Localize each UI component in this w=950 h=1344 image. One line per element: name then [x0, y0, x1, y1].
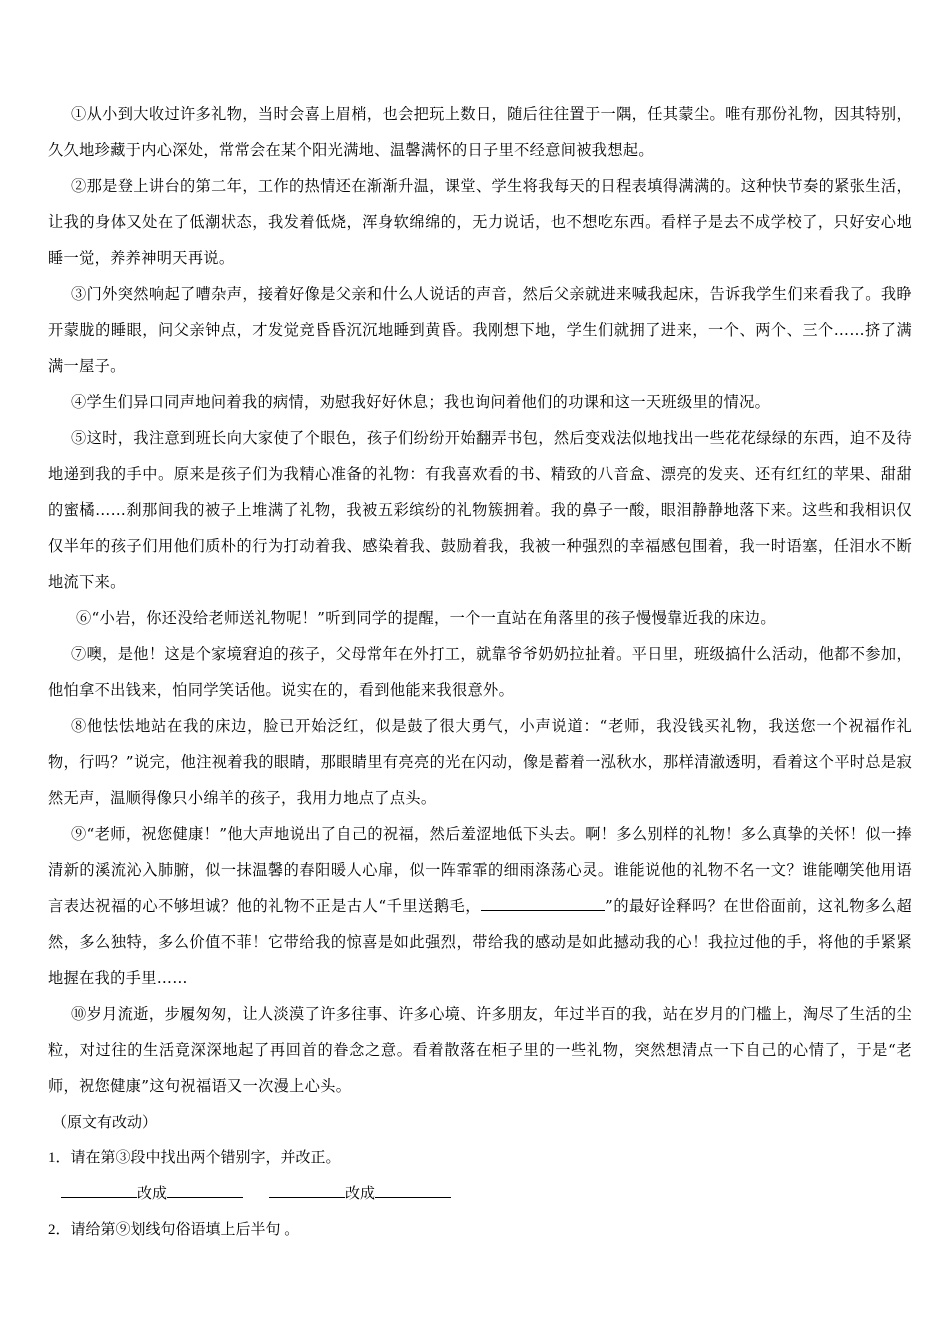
paragraph-10: ⑩岁月流逝，步履匆匆，让人淡漠了许多往事、许多心境、许多朋友，年过半百的我，站在岁月的门槛上，淘尽了生活的尘粒，对过往的生活竟深深地起了再回首的眷念之意。看着散落在柜子里的一些礼物，突然想清点一下自己的心情了，于是“老师，祝您健康”这句祝福语又一次漫上心头。: [48, 1005, 912, 1095]
correct-char-blank-1[interactable]: [167, 1183, 243, 1198]
question-1: 1．请在第③段中找出两个错别字，并改正。: [48, 1150, 341, 1166]
paragraph-5: ⑤这时，我注意到班长向大家使了个眼色，孩子们纷纷开始翻弄书包，然后变戏法似地找出一些花花绿绿的东西，迫不及待地递到我的手中。原来是孩子们为我精心准备的礼物：有我喜欢看的书、精致的八音盒、漂亮的发夹、还有红红的苹果、甜甜的蜜橘……刹那间我的被子上堆满了礼物，我被五彩缤纷的礼物簇拥着。我的鼻子一酸，眼泪静静地落下来。这些和我相识仅仅半年的孩子们用他们质朴的行为打动着我、感染着我、鼓励着我，我被一种强烈的幸福感包围着，我一时语塞，任泪水不断地流下来。: [48, 429, 912, 591]
source-note: （原文有改动）: [52, 1113, 158, 1131]
paragraph-7: ⑦噢，是他！这是个家境窘迫的孩子，父母常年在外打工，就靠爷爷奶奶拉扯着。平日里，班级搞什么活动，他都不参加，他怕拿不出钱来，怕同学笑话他。说实在的，看到他能来我很意外。: [48, 645, 912, 699]
paragraph-3: ③门外突然响起了嘈杂声，接着好像是父亲和什么人说话的声音，然后父亲就进来喊我起床，告诉我学生们来看我了。我睁开蒙胧的睡眼，问父亲钟点，才发觉竞昏昏沉沉地睡到黄昏。我刚想下地，学生们就拥了进来，一个、两个、三个……挤了满满一屋子。: [48, 285, 912, 375]
correction-label-1: 改成: [137, 1186, 168, 1202]
paragraph-1: ①从小到大收过许多礼物，当时会喜上眉梢，也会把玩上数日，随后往往置于一隅，任其蒙尘。唯有那份礼物，因其特别，久久地珍藏于内心深处，常常会在某个阳光满地、温馨满怀的日子里不经意间被我想起。: [48, 105, 912, 159]
question-1-answer-line: [48, 1176, 912, 1212]
correction-label-2: 改成: [345, 1186, 376, 1202]
correct-char-blank-2[interactable]: [375, 1183, 451, 1198]
wrong-char-blank-2[interactable]: [269, 1183, 345, 1198]
paragraph-9-part-1: ⑨“老师，祝您健康！”他大声地说出了自己的祝福，然后羞涩地低下头去。啊！多么别样的礼物！多么真挚的关怀！似一捧清新的溪流沁入肺腑，似一抹温馨的春阳暖人心扉，似一阵霏霏的细雨涤荡心灵。谁能说他的礼物不名一文？谁能嘲笑他用语言表达祝福的心不够坦诚？他的礼物不正是古人“千里送鹅毛，: [48, 825, 912, 915]
paragraph-4: ④学生们异口同声地问着我的病情，劝慰我好好休息；我也询问着他们的功课和这一天班级里的情况。: [71, 393, 771, 411]
paragraph-9-part-2: ”的最好诠释吗？在世俗面前，这礼物多么超然，多么独特，多么价值不菲！它带给我的惊喜是如此强烈，带给我的感动是如此撼动我的心！我拉过他的手，将他的手紧紧地握在我的手里……: [48, 897, 912, 987]
paragraph-6: ⑥“小岩，你还没给老师送礼物呢！”听到同学的提醒，一个一直站在角落里的孩子慢慢靠近我的床边。: [76, 609, 776, 627]
article: [48, 96, 912, 1248]
paragraph-2: ②那是登上讲台的第二年，工作的热情还在渐渐升温，课堂、学生将我每天的日程表填得满满的。这种快节奏的紧张生活，让我的身体又处在了低潮状态，我发着低烧，浑身软绵绵的，无力说话，也不想吃东西。看样子是去不成学校了，只好安心地睡一觉，养养神明天再说。: [48, 177, 912, 267]
paragraph-9: [48, 816, 912, 996]
wrong-char-blank-1[interactable]: [61, 1183, 137, 1198]
proverb-blank[interactable]: [481, 896, 605, 911]
question-2: 2．请给第⑨划线句俗语填上后半句 。: [48, 1222, 300, 1238]
paragraph-8: ⑧他怯怯地站在我的床边，脸已开始泛红，似是鼓了很大勇气，小声说道：“老师，我没钱买礼物，我送您一个祝福作礼物，行吗？”说完，他注视着我的眼睛，那眼睛里有亮亮的光在闪动，像是蓄着一泓秋水，那样清澈透明，看着这个平时总是寂然无声，温顺得像只小绵羊的孩子，我用力地点了点头。: [48, 717, 912, 807]
